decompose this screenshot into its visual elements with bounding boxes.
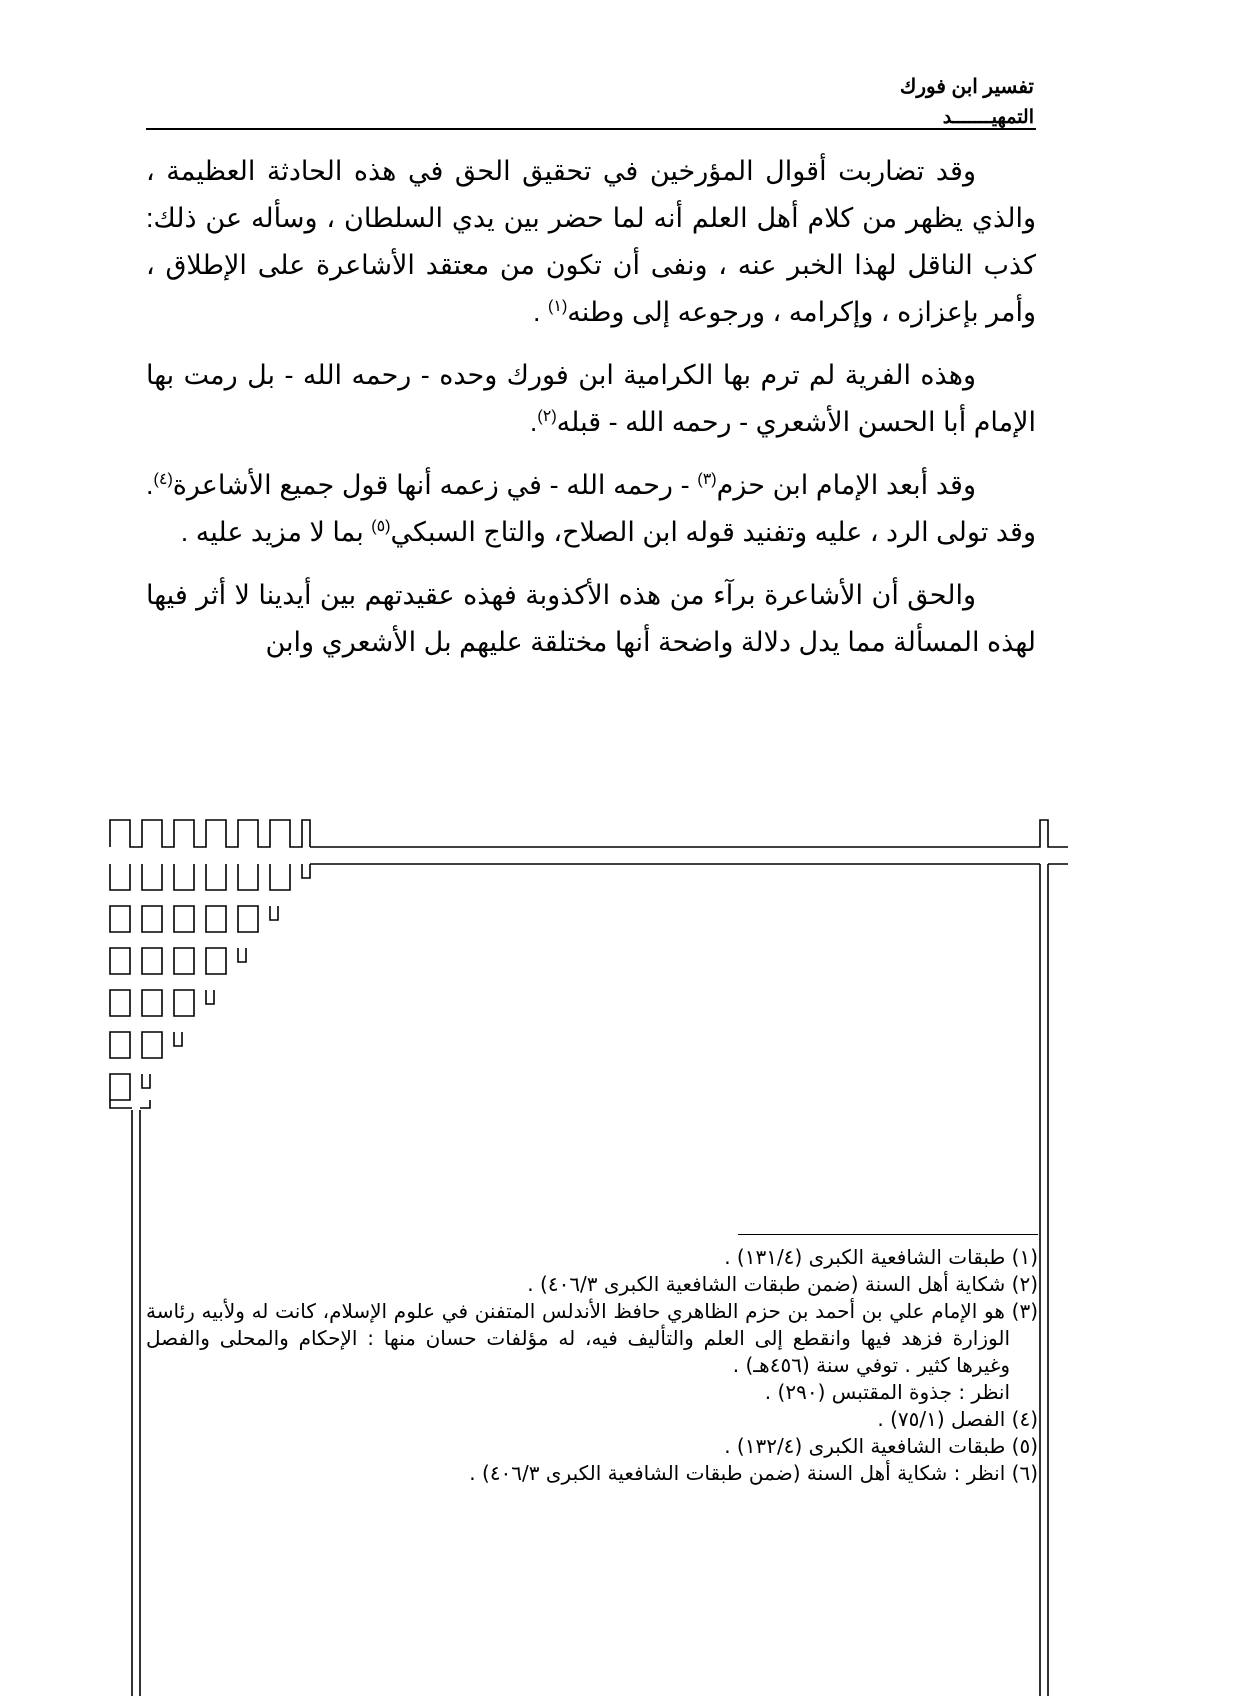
footnote-4: (٤) الفصل (٧٥/١) . xyxy=(877,1407,1038,1431)
footnote-6: (٦) انظر : شكاية أهل السنة (ضمن طبقات الشافعية الكبرى ٤٠٦/٣) . xyxy=(469,1461,1038,1485)
paragraph-1-end: . xyxy=(533,297,549,327)
footnote-3: (٣) هو الإمام علي بن أحمد بن حزم الظاهري حافظ الأندلس المتفنن في علوم الإسلام، كانت له ولأبيه رئاسة الوزارة فزهد فيها وانقطع إلى العلم والتأليف فيه، له مؤلفات حسان منها : الإحكام والمحلى والفصل وغيرها كثير . توفي سنة (٤٥٦هـ) . xyxy=(146,1299,1038,1377)
frame-top-outer-line xyxy=(310,820,1068,847)
footnote-ref-1[interactable]: (١) xyxy=(548,298,568,315)
footnote-ref-2[interactable]: (٢) xyxy=(537,408,557,425)
footnote-5: (٥) طبقات الشافعية الكبرى (١٣٢/٤) . xyxy=(724,1434,1038,1458)
footnotes xyxy=(146,1244,1038,1487)
paragraph-3-part-d: بما لا مزيد عليه . xyxy=(180,517,372,547)
paragraph-3-part-a: وقد أبعد الإمام ابن حزم xyxy=(716,470,976,500)
frame-corner-lattice xyxy=(110,864,310,1108)
paragraph-1-text: وقد تضاربت أقوال المؤرخين في تحقيق الحق في هذه الحادثة العظيمة ، والذي يظهر من كلام أهل العلم أنه لما حضر بين يدي السلطان ، وسأله عن ذلك: كذب الناقل لهذا الخبر عنه ، ونفى أن تكون من معتقد الأشاعرة على الإطلاق ، وأمر بإعزازه ، وإكرامه ، ورجوعه إلى وطنه xyxy=(146,156,1036,327)
footnote-3-reference: انظر : جذوة المقتبس (٢٩٠) . xyxy=(764,1380,1010,1404)
footnote-ref-3[interactable]: (٣) xyxy=(697,471,717,488)
footnote-ref-4[interactable]: (٤) xyxy=(153,471,173,488)
paragraph-3-part-c: . وقد تولى الرد ، عليه وتفنيد قوله ابن الصلاح، والتاج السبكي xyxy=(146,470,1036,547)
footnote-separator xyxy=(738,1234,1038,1235)
paragraph-3-part-b: - رحمه الله - في زعمه أنها قول جميع الأشاعرة xyxy=(172,470,698,500)
footnote-1: (١) طبقات الشافعية الكبرى (١٣١/٤) . xyxy=(724,1245,1038,1269)
paragraph-4-text: والحق أن الأشاعرة برآء من هذه الأكذوبة فهذه عقيدتهم بين أيدينا لا أثر فيها لهذه المسألة مما يدل دلالة واضحة أنها مختلقة عليهم بل الأشعري وابن xyxy=(146,580,1036,657)
footnote-2: (٢) شكاية أهل السنة (ضمن طبقات الشافعية الكبرى ٤٠٦/٣) . xyxy=(527,1272,1038,1296)
paragraph-2-end: . xyxy=(529,407,538,437)
frame-top-crenellation xyxy=(110,820,310,847)
header-book-title: تفسير ابن فورك xyxy=(899,76,1034,98)
header-section-title: التمهيـــــــد xyxy=(942,107,1034,128)
footnote-ref-5[interactable]: (٥) xyxy=(371,518,391,535)
paragraph-2-text: وهذه الفرية لم ترم بها الكرامية ابن فورك وحده - رحمه الله - بل رمت بها الإمام أبا الحسن الأشعري - رحمه الله - قبله xyxy=(146,360,1036,437)
